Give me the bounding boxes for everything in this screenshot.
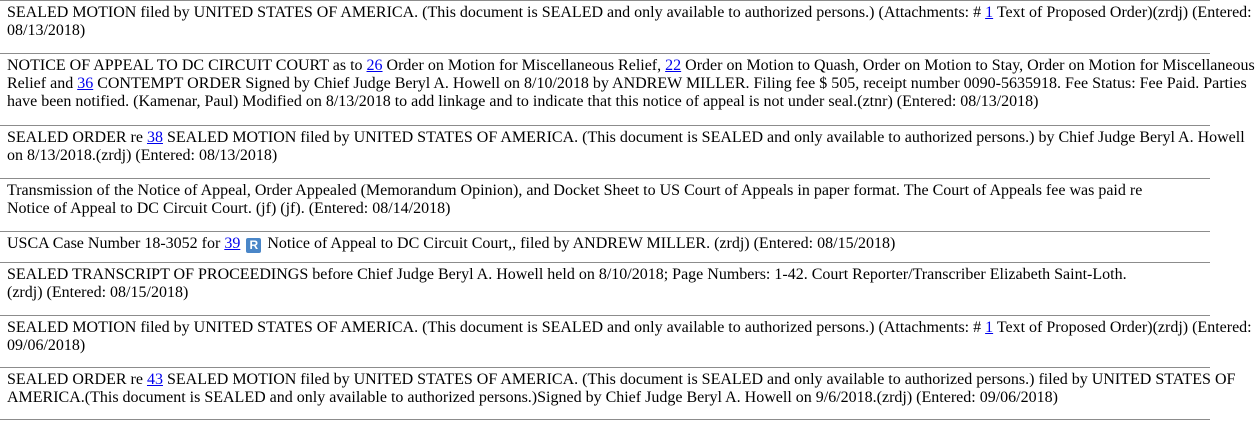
document-link[interactable]: 36 (77, 75, 94, 92)
docket-entry: Transmission of the Notice of Appeal, Order Appealed (Memorandum Opinion), and Docket Sheet to US Court of Appeals in paper format. The Court of Appeals fee was paid re Notice of Appeal to DC Circuit Court. (jf) (jf). (Entered: 08/14/2018) (0, 178, 1210, 231)
docket-entry: NOTICE OF APPEAL TO DC CIRCUIT COURT as to 26 Order on Motion for Miscellaneous Relief, 22 Order on Motion to Quash, Order on Motion to Stay, Order on Motion for Miscellaneous Relief and 36 CONTEMPT ORDER Signed by Chief Judge Beryl A. Howell on 8/10/2018 by ANDREW MILLER. Filing fee $ 505, receipt number 0090-5635918. Fee Status: Fee Paid. Parties have been notified. (Kamenar, Paul) Modified on 8/13/2018 to add linkage and to indicate that this notice of appeal is not under seal.(ztnr) (Entered: 08/13/2018) (0, 53, 1210, 125)
bottom-divider (0, 419, 1210, 420)
docket-entry: SEALED MOTION filed by UNITED STATES OF AMERICA. (This document is SEALED and only available to authorized persons.) (Attachments: # 1 Text of Proposed Order)(zrdj) (Entered: 09/06/2018) (0, 315, 1210, 367)
document-link[interactable]: 38 (146, 129, 163, 146)
document-link[interactable]: 22 (665, 57, 682, 74)
docket-entry: SEALED ORDER re 43 SEALED MOTION filed by UNITED STATES OF AMERICA. (This document is SEALED and only available to authorized persons.) filed by UNITED STATES OF AMERICA.(This document is SEALED and only available to authorized persons.)Signed by Chief Judge Beryl A. Howell on 9/6/2018.(zrdj) (Entered: 09/06/2018) (0, 367, 1210, 419)
attachment-link[interactable]: 1 (985, 4, 994, 21)
r-badge-icon[interactable]: R (246, 238, 261, 253)
docket-entry: SEALED ORDER re 38 SEALED MOTION filed by UNITED STATES OF AMERICA. (This document is SEALED and only available to authorized persons.) by Chief Judge Beryl A. Howell on 8/13/2018.(zrdj) (Entered: 08/13/2018) (0, 125, 1210, 178)
document-link[interactable]: 43 (146, 371, 163, 388)
docket-entry: USCA Case Number 18-3052 for 39 R Notice of Appeal to DC Circuit Court,, filed by ANDREW MILLER. (zrdj) (Entered: 08/15/2018) (0, 231, 1210, 262)
document-link[interactable]: 26 (366, 57, 383, 74)
document-link[interactable]: 39 (224, 235, 241, 252)
docket-entry: SEALED TRANSCRIPT OF PROCEEDINGS before Chief Judge Beryl A. Howell held on 8/10/2018; Page Numbers: 1-42. Court Reporter/Transcriber Elizabeth Saint-Loth. (zrdj) (Entered: 08/15/2018) (0, 262, 1210, 315)
attachment-link[interactable]: 1 (985, 319, 994, 336)
docket-entry: SEALED MOTION filed by UNITED STATES OF AMERICA. (This document is SEALED and only available to authorized persons.) (Attachments: # 1 Text of Proposed Order)(zrdj) (Entered: 08/13/2018) (0, 0, 1210, 53)
